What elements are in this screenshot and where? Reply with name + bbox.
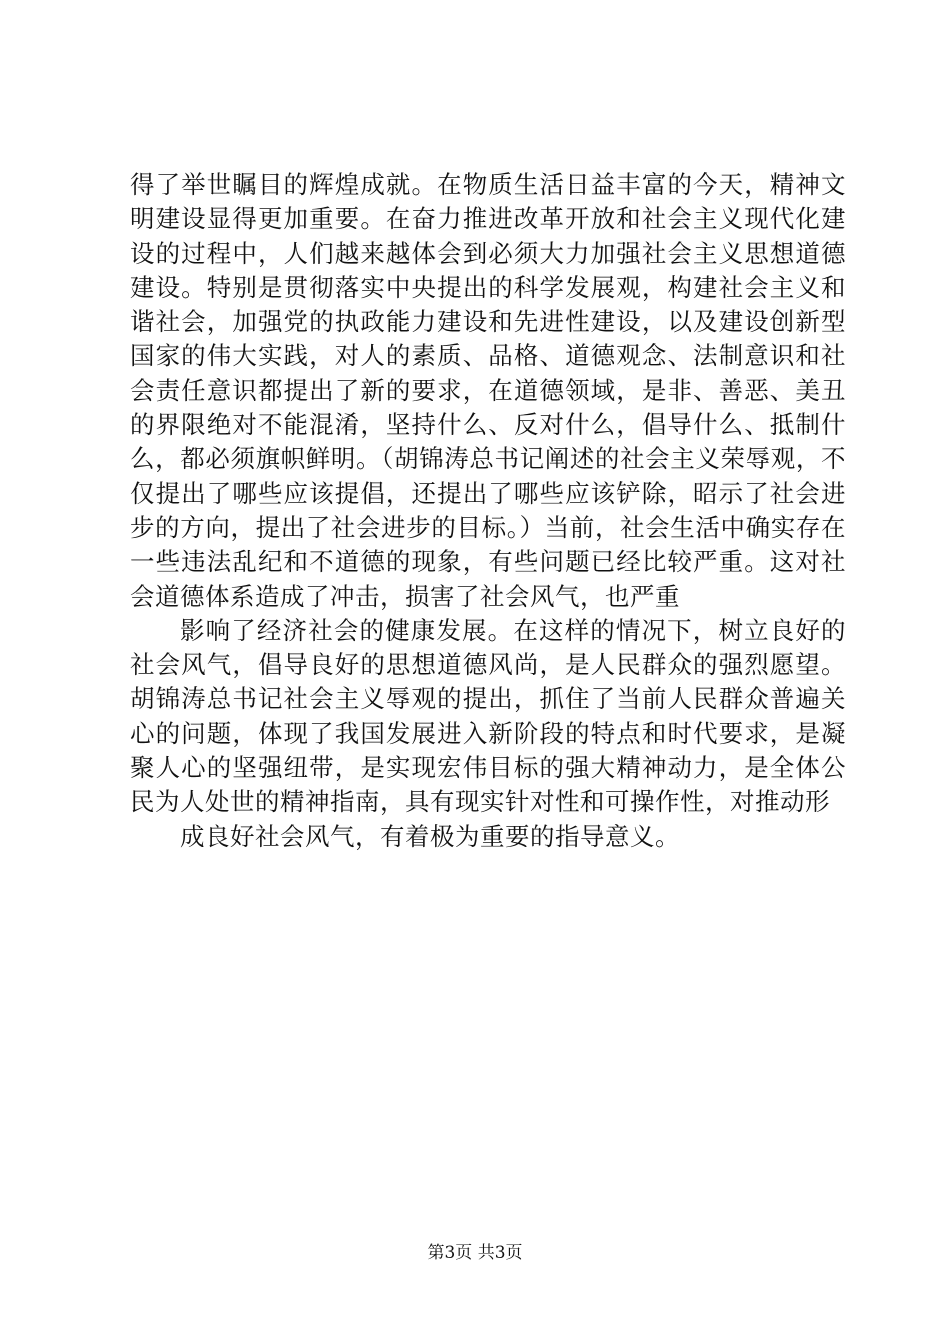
paragraph-2: 影响了经济社会的健康发展。在这样的情况下，树立良好的社会风气，倡导良好的思想道德风尚，是人民群众的强烈愿望。胡锦涛总书记社会主义辱观的提出，抓住了当前人民群众普遍关心的问题，体现了我国发展进入新阶段的特点和时代要求，是凝聚人心的坚强纽带，是实现宏伟目标的强大精神动力，是全体公民为人处世的精神指南，具有现实针对性和可操作性，对推动形 (130, 615, 846, 817)
document-body (130, 168, 846, 854)
paragraph-3: 成良好社会风气，有着极为重要的指导意义。 (180, 821, 680, 851)
page-number-footer: 第3页 共3页 (427, 1243, 523, 1263)
paragraph-1: 得了举世瞩目的辉煌成就。在物质生活日益丰富的今天，精神文明建设显得更加重要。在奋力推进改革开放和社会主义现代化建设的过程中，人们越来越体会到必须大力加强社会主义思想道德建设。特别是贯彻落实中央提出的科学发展观，构建社会主义和谐社会，加强党的执政能力建设和先进性建设，以及建设创新型国家的伟大实践，对人的素质、品格、道德观念、法制意识和社会责任意识都提出了新的要求，在道德领域，是非、善恶、美丑的界限绝对不能混淆，坚持什么、反对什么，倡导什么、抵制什么，都必须旗帜鲜明。（胡锦涛总书记阐述的社会主义荣辱观，不仅提出了哪些应该提倡，还提出了哪些应该铲除，昭示了社会进步的方向，提出了社会进步的目标。）当前，社会生活中确实存在一些违法乱纪和不道德的现象，有些问题已经比较严重。这对社会道德体系造成了冲击，损害了社会风气，也严重 (130, 170, 846, 611)
